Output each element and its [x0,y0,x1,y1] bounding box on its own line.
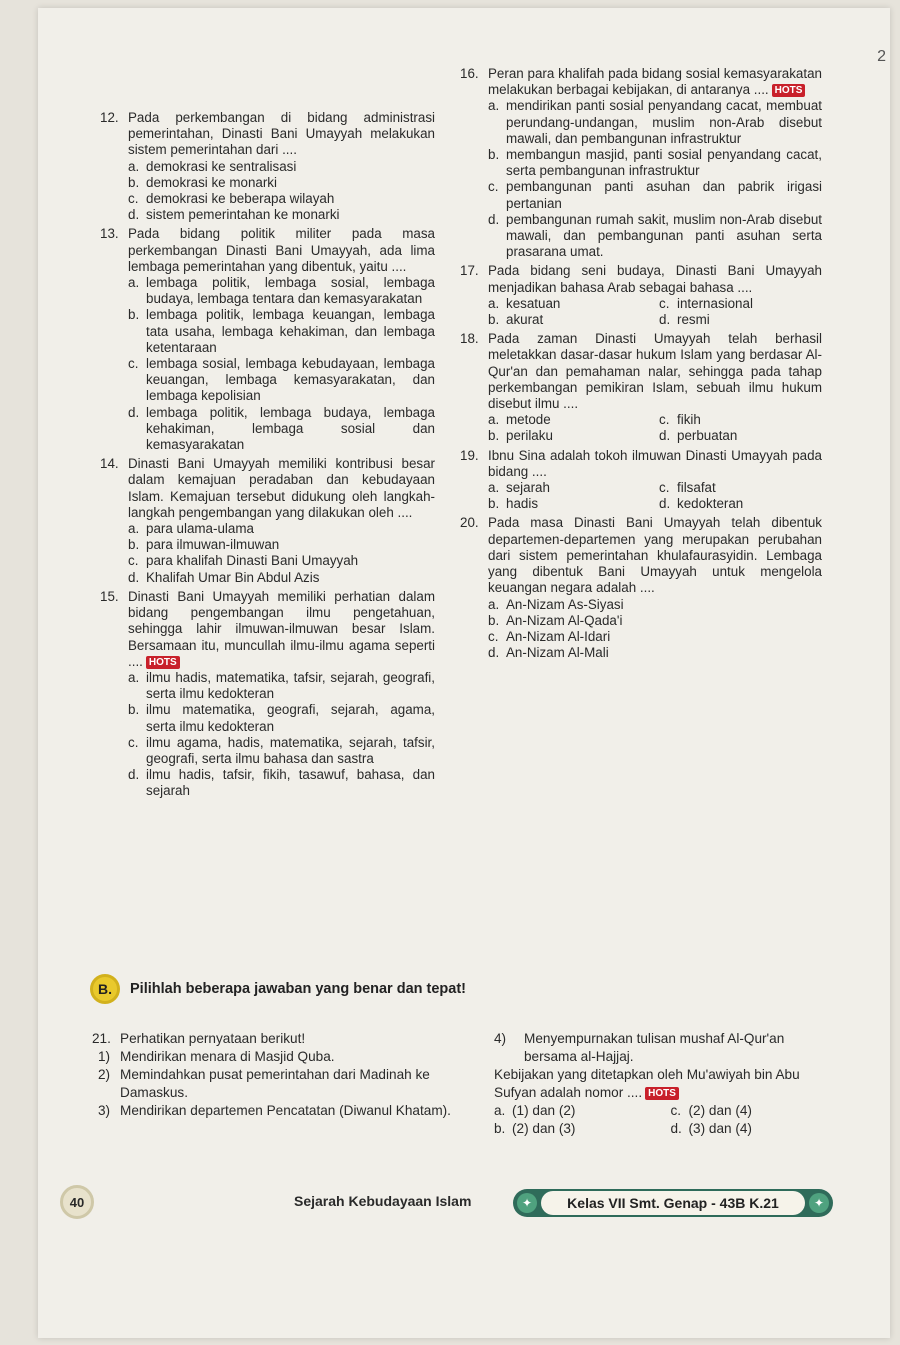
option-d: d. kedokteran [659,496,744,512]
option-b: b. hadis [488,496,539,512]
statement-3: 3) Mendirikan departemen Pencatatan (Diwanul Khatam). [98,1103,451,1118]
section-b-badge: B. [90,974,120,1004]
option-b: b. ilmu matematika, geografi, sejarah, agama, serta ilmu kedokteran [128,702,435,734]
question-number: 16. [460,66,479,81]
hots-badge: HOTS [772,84,806,97]
question-text: Perhatikan pernyataan berikut! [120,1031,306,1046]
option-a: a. mendirikan panti sosial penyandang cacat, membuat perundang-undangan, muslim non-Arab disebut mawali, dan pembangunan infrastruktur [488,98,822,146]
option-d: d. Khalifah Umar Bin Abdul Azis [128,569,320,585]
question-number: 12. [100,110,119,125]
left-column [100,110,435,803]
option-a: a. lembaga politik, lembaga sosial, lembaga budaya, lembaga tentara dan kemasyarakatan [128,275,435,307]
option-b: b. perilaku [488,428,553,444]
footer-class-banner [513,1189,833,1217]
question-17 [460,263,822,328]
option-d: d. An-Nizam Al-Mali [488,645,609,661]
question-text: Pada masa Dinasti Bani Umayyah telah dibentuk departemen-departemen yang merupakan perubahan dari sistem pemerintahan khulafaurasyidin. Lembaga yang dibentuk Bani Umayyah untuk mengelola keuangan negara adalah .... [488,515,822,596]
option-a: a. sejarah [488,480,550,496]
question-13 [100,226,435,453]
option-b: b. demokrasi ke monarki [128,174,277,190]
option-d: d. sistem pemerintahan ke monarki [128,207,340,223]
question-text: Pada bidang politik militer pada masa perkembangan Dinasti Bani Umayyah, ada lima lembaga pemerintahan yang dibentuk, yaitu .... [128,226,435,274]
leaf-left-icon: ✦ [517,1193,537,1213]
hots-badge: HOTS [146,656,180,669]
option-d: d. (3) dan (4) [670,1121,752,1136]
corner-page-number: 2 [877,48,886,65]
question-text: Dinasti Bani Umayyah memiliki perhatian dalam bidang pengembangan ilmu pengetahuan, sehingga lahir ilmuwan-ilmuwan besar Islam. Bersamaan itu, muncullah ilmu-ilmu agama seperti .... [128,588,435,669]
question-14 [100,456,435,586]
question-19 [460,448,822,513]
option-d: d. perbuatan [659,428,738,444]
option-c: c. pembangunan panti asuhan dan pabrik irigasi pertanian [488,179,822,211]
question-number: 21. [92,1031,111,1046]
option-a: a. para ulama-ulama [128,521,254,537]
option-b: b. akurat [488,312,544,328]
question-18 [460,331,822,444]
question-15 [100,589,435,800]
option-a: a. demokrasi ke sentralisasi [128,158,297,174]
option-c: c. lembaga sosial, lembaga kebudayaan, lembaga keuangan, lembaga kemasyarakatan, dan lembaga kepolisian [128,356,435,404]
option-a: a. An-Nizam As-Siyasi [488,596,624,612]
option-a: a. (1) dan (2) [494,1103,576,1118]
question-21-right [494,1030,839,1138]
page-number-badge: 40 [60,1185,94,1219]
option-c: c. filsafat [659,480,716,496]
question-text: Peran para khalifah pada bidang sosial kemasyarakatan melakukan berbagai kebijakan, di antaranya .... [488,66,822,98]
footer-subject: Sejarah Kebudayaan Islam [294,1193,472,1209]
option-a: a. metode [488,412,551,428]
option-d: d. pembangunan rumah sakit, muslim non-Arab disebut mawali, dan pembangunan panti asuhan serta prasarana umat. [488,211,822,260]
option-d: d. ilmu hadis, tafsir, fikih, tasawuf, bahasa, dan sejarah [128,767,435,799]
option-b: b. para ilmuwan-ilmuwan [128,537,280,553]
question-number: 14. [100,456,119,472]
option-b: b. membangun masjid, panti sosial penyandang cacat, serta pembangunan infrastruktur [488,147,822,179]
option-d: d. resmi [659,312,710,328]
question-text: Ibnu Sina adalah tokoh ilmuwan Dinasti Umayyah pada bidang .... [488,447,822,479]
option-c: c. demokrasi ke beberapa wilayah [128,191,335,207]
option-c: c. (2) dan (4) [670,1103,752,1118]
question-number: 17. [460,263,479,279]
option-c: c. para khalifah Dinasti Bani Umayyah [128,553,359,569]
option-d: d. lembaga politik, lembaga budaya, lembaga kehakiman, lembaga sosial dan kemasyarakatan [128,404,435,453]
statement-1: 1) Mendirikan menara di Masjid Quba. [98,1049,335,1064]
question-text: Pada bidang seni budaya, Dinasti Bani Umayyah menjadikan bahasa Arab sebagai bahasa .... [488,263,822,295]
question-number: 20. [460,515,479,531]
option-c: c. internasional [659,295,753,311]
statement-4: 4) Menyempurnakan tulisan mushaf Al-Qur'an bersama al-Hajjaj. [494,1031,785,1064]
question-number: 15. [100,588,119,604]
question-21-left [92,1030,452,1120]
option-b: b. lembaga politik, lembaga keuangan, lembaga tata usaha, lembaga kehakiman, dan lembaga ketentaraan [128,307,435,355]
section-b-title: Pilihlah beberapa jawaban yang benar dan tepat! [130,981,466,997]
option-b: b. (2) dan (3) [494,1121,576,1136]
option-a: a. kesatuan [488,295,561,311]
footer-class-info: Kelas VII Smt. Genap - 43B K.21 [541,1191,805,1215]
option-c: c. An-Nizam Al-Idari [488,628,611,644]
question-text: Dinasti Bani Umayyah memiliki kontribusi besar dalam kemajuan peradaban dan kebudayaan Islam. Kemajuan tersebut didukung oleh langkah-langkah pengembangan yang dilakukan oleh .... [128,456,435,520]
question-number: 13. [100,226,119,242]
section-b-header [90,974,466,1004]
question-21-prompt: Kebijakan yang ditetapkan oleh Mu'awiyah bin Abu Sufyan adalah nomor .... HOTS [494,1067,800,1100]
page-footer [60,1185,840,1219]
question-20 [460,515,822,661]
option-b: b. An-Nizam Al-Qada'i [488,612,623,628]
option-a: a. ilmu hadis, matematika, tafsir, sejarah, geografi, serta ilmu kedokteran [128,669,435,702]
question-12 [100,110,435,223]
question-number: 19. [460,447,479,463]
right-column [460,66,822,664]
leaf-right-icon: ✦ [809,1193,829,1213]
hots-badge: HOTS [645,1087,679,1100]
question-16 [460,66,822,260]
question-text: Pada zaman Dinasti Umayyah telah berhasil meletakkan dasar-dasar hukum Islam yang berdasar Al-Qur'an dan pemahaman nalar, sehingga pada tahap perkembangan pemikiran Islam, sebuah ilmu hukum disebut ilmu .... [488,331,822,412]
statement-2: 2) Memindahkan pusat pemerintahan dari Madinah ke Damaskus. [98,1067,430,1100]
question-text: Pada perkembangan di bidang administrasi pemerintahan, Dinasti Bani Umayyah melakukan sistem pemerintahan dari .... [128,110,435,158]
question-number: 18. [460,331,479,347]
option-c: c. ilmu agama, hadis, matematika, sejarah, tafsir, geografi, serta ilmu bahasa dan sastra [128,734,435,766]
option-c: c. fikih [659,412,701,428]
